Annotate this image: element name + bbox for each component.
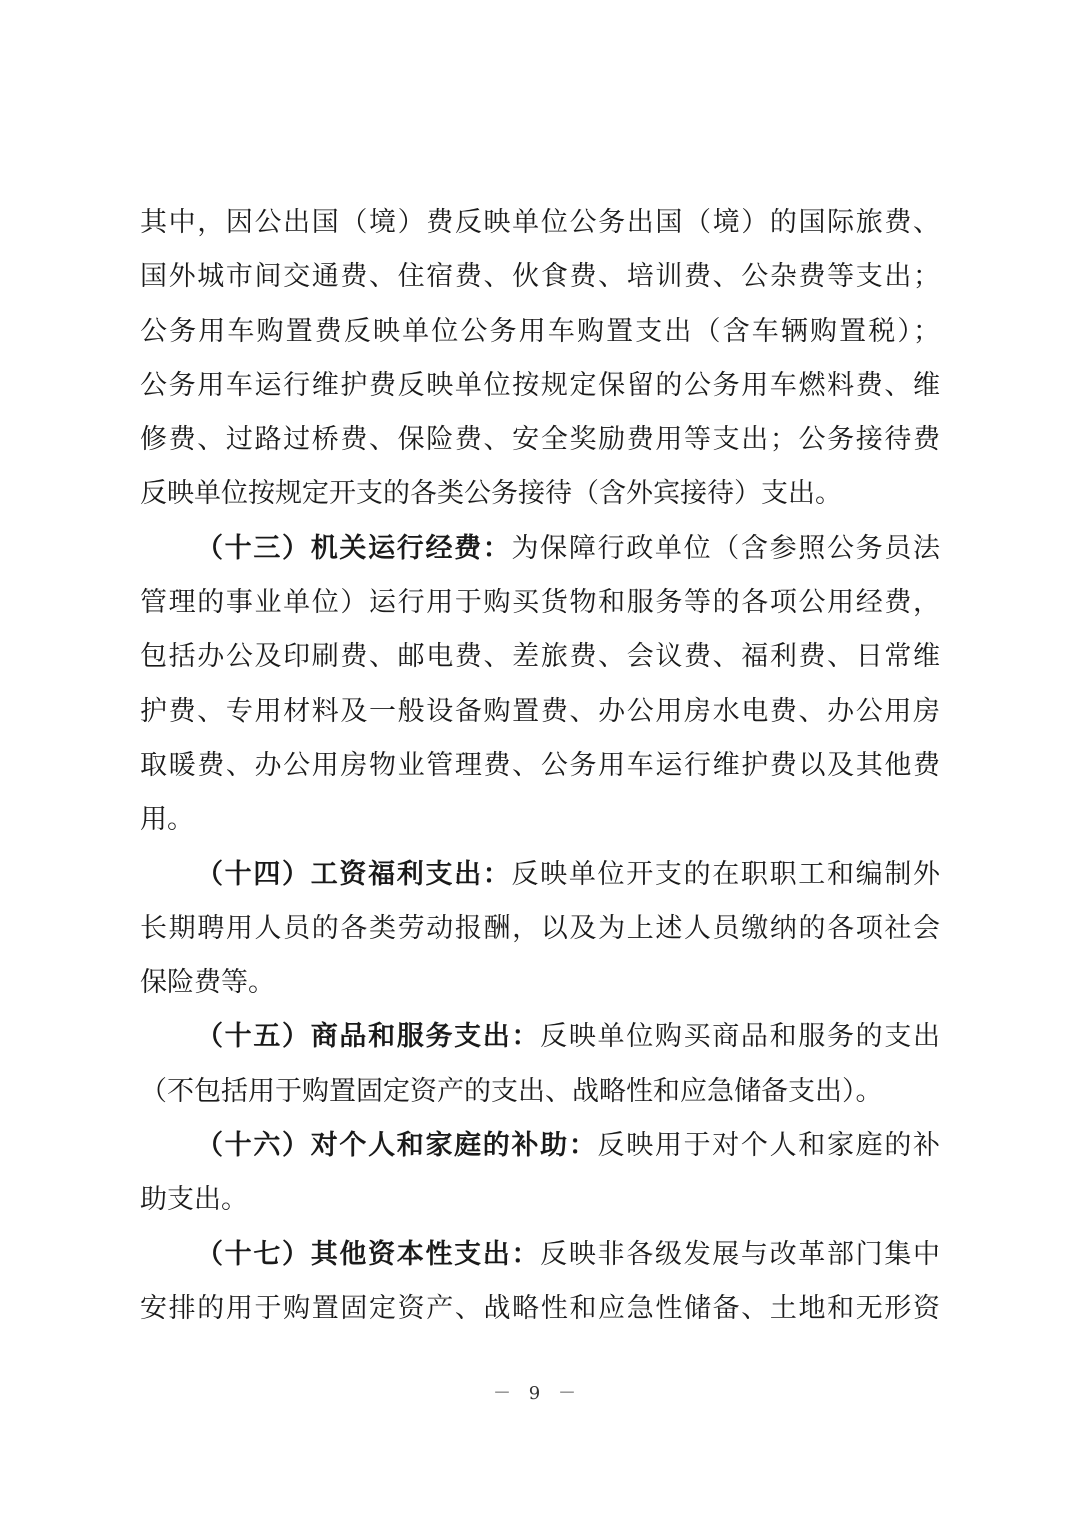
- section-16-first-line: [140, 1119, 940, 1173]
- section-14-line: 长期聘用人员的各类劳动报酬，以及为上述人员缴纳的各项社会: [140, 912, 940, 944]
- document-body: [140, 196, 940, 1336]
- section-14-heading: （十四）工资福利支出：: [196, 858, 512, 890]
- section-13-line: 护费、专用材料及一般设备购置费、办公用房水电费、办公用房: [140, 695, 940, 727]
- body-line: 反映单位按规定开支的各类公务接待（含外宾接待）支出。: [140, 478, 842, 510]
- section-14-text: 反映单位开支的在职职工和编制外: [511, 858, 940, 890]
- section-13-line: 管理的事业单位）运行用于购买货物和服务等的各项公用经费，: [140, 587, 940, 619]
- section-17-heading: （十七）其他资本性支出：: [196, 1238, 541, 1270]
- section-15-heading: （十五）商品和服务支出：: [196, 1021, 541, 1053]
- section-14-first-line: [140, 848, 940, 902]
- section-17-text: 反映非各级发展与改革部门集中: [540, 1238, 940, 1270]
- section-15-line: （不包括用于购置固定资产的支出、战略性和应急储备支出）。: [140, 1075, 883, 1107]
- section-13-text: 为保障行政单位（含参照公务员法: [511, 532, 940, 564]
- section-13-line: 取暖费、办公用房物业管理费、公务用车运行维护费以及其他费: [140, 749, 940, 781]
- section-16-line: 助支出。: [140, 1184, 248, 1216]
- section-13-first-line: [140, 522, 940, 576]
- section-16-heading: （十六）对个人和家庭的补助：: [196, 1130, 598, 1162]
- section-15-text: 反映单位购买商品和服务的支出: [540, 1021, 940, 1053]
- section-17-line: 安排的用于购置固定资产、战略性和应急性储备、土地和无形资: [140, 1292, 940, 1324]
- section-17-first-line: [140, 1228, 940, 1282]
- section-13-heading: （十三）机关运行经费：: [196, 532, 512, 564]
- section-14-line: 保险费等。: [140, 967, 275, 999]
- section-13-line: 包括办公及印刷费、邮电费、差旅费、会议费、福利费、日常维: [140, 641, 940, 673]
- section-16-text: 反映用于对个人和家庭的补: [597, 1130, 940, 1162]
- body-line: 国外城市间交通费、住宿费、伙食费、培训费、公杂费等支出；: [140, 261, 940, 293]
- section-13-line: 用。: [140, 804, 194, 836]
- body-line: 公务用车运行维护费反映单位按规定保留的公务用车燃料费、维: [140, 369, 940, 401]
- section-15-first-line: [140, 1010, 940, 1064]
- body-line: 公务用车购置费反映单位公务用车购置支出（含车辆购置税）；: [140, 315, 940, 347]
- page-number: － 9 －: [493, 1383, 582, 1404]
- body-line: 修费、过路过桥费、保险费、安全奖励费用等支出；公务接待费: [140, 424, 940, 456]
- body-line: 其中，因公出国（境）费反映单位公务出国（境）的国际旅费、: [140, 207, 940, 238]
